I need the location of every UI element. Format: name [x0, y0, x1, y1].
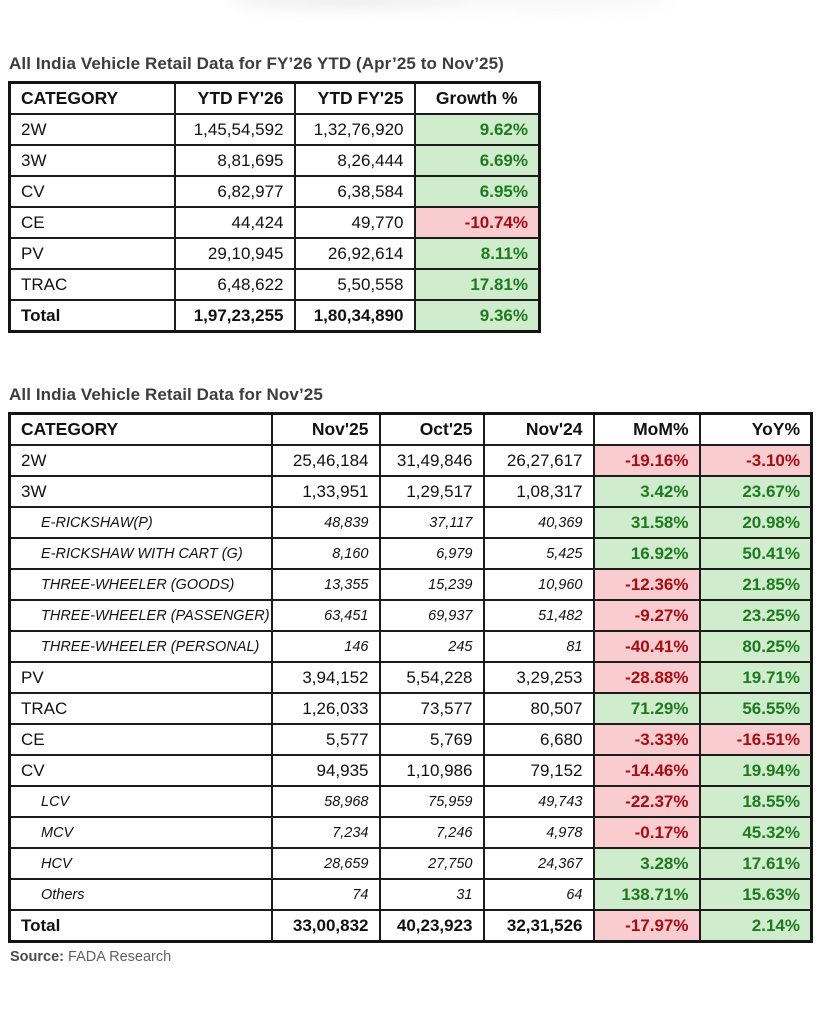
- nov25-cell: 8,160: [272, 538, 380, 569]
- column-header-ytd-fy25: YTD FY'25: [295, 83, 415, 115]
- yoy-cell: 18.55%: [700, 786, 812, 817]
- monthly-retail-table: [8, 412, 813, 943]
- yoy-cell: 15.63%: [700, 879, 812, 910]
- growth-cell: 6.95%: [415, 176, 540, 207]
- table-row: [10, 300, 540, 332]
- nov25-cell: 58,968: [272, 786, 380, 817]
- oct25-cell: 75,959: [380, 786, 484, 817]
- table-row: [10, 910, 812, 942]
- table-row: [10, 176, 540, 207]
- oct25-cell: 245: [380, 631, 484, 662]
- table-row: [10, 631, 812, 662]
- nov24-cell: 49,743: [484, 786, 594, 817]
- nov24-cell: 24,367: [484, 848, 594, 879]
- column-header-category: CATEGORY: [10, 83, 175, 115]
- fy-ytd-table-title: All India Vehicle Retail Data for FY’26 YTD (Apr’25 to Nov’25): [9, 54, 504, 73]
- table-row: [10, 662, 812, 693]
- column-header-ytd-fy26: YTD FY'26: [175, 83, 295, 115]
- nov25-cell: 13,355: [272, 569, 380, 600]
- category-cell: CE: [10, 207, 175, 238]
- category-cell: TRAC: [10, 693, 272, 724]
- category-cell: 3W: [10, 145, 175, 176]
- ytd-fy26-cell: 6,82,977: [175, 176, 295, 207]
- yoy-cell: 45.32%: [700, 817, 812, 848]
- category-cell: CV: [10, 755, 272, 786]
- yoy-cell: 23.25%: [700, 600, 812, 631]
- nov25-cell: 7,234: [272, 817, 380, 848]
- cropped-banner-smudge: [232, 0, 468, 8]
- yoy-cell: 50.41%: [700, 538, 812, 569]
- ytd-fy25-cell: 1,32,76,920: [295, 114, 415, 145]
- mom-cell: 3.28%: [594, 848, 700, 879]
- mom-cell: -19.16%: [594, 445, 700, 476]
- category-cell: THREE-WHEELER (GOODS): [10, 569, 272, 600]
- ytd-fy26-cell: 1,45,54,592: [175, 114, 295, 145]
- mom-cell: 3.42%: [594, 476, 700, 507]
- category-cell: THREE-WHEELER (PERSONAL): [10, 631, 272, 662]
- yoy-cell: 80.25%: [700, 631, 812, 662]
- oct25-cell: 31,49,846: [380, 445, 484, 476]
- category-cell: 2W: [10, 114, 175, 145]
- monthly-table-body: [10, 445, 812, 942]
- table-row: [10, 724, 812, 755]
- nov24-cell: 26,27,617: [484, 445, 594, 476]
- oct25-cell: 69,937: [380, 600, 484, 631]
- category-cell: Others: [10, 879, 272, 910]
- mom-cell: 31.58%: [594, 507, 700, 538]
- ytd-fy26-cell: 29,10,945: [175, 238, 295, 269]
- nov24-cell: 5,425: [484, 538, 594, 569]
- nov25-cell: 5,577: [272, 724, 380, 755]
- growth-cell: -10.74%: [415, 207, 540, 238]
- oct25-cell: 7,246: [380, 817, 484, 848]
- yoy-cell: -16.51%: [700, 724, 812, 755]
- table-header-row: [10, 83, 540, 115]
- column-header-nov25: Nov'25: [272, 414, 380, 446]
- category-cell: 2W: [10, 445, 272, 476]
- table-row: [10, 786, 812, 817]
- category-cell: MCV: [10, 817, 272, 848]
- growth-cell: 9.62%: [415, 114, 540, 145]
- nov24-cell: 80,507: [484, 693, 594, 724]
- nov25-cell: 33,00,832: [272, 910, 380, 942]
- yoy-cell: 19.71%: [700, 662, 812, 693]
- fy-ytd-retail-table: [8, 81, 541, 333]
- category-cell: TRAC: [10, 269, 175, 300]
- nov25-cell: 48,839: [272, 507, 380, 538]
- source-label: Source:: [10, 949, 64, 965]
- yoy-cell: 19.94%: [700, 755, 812, 786]
- oct25-cell: 37,117: [380, 507, 484, 538]
- yoy-cell: 56.55%: [700, 693, 812, 724]
- nov25-cell: 1,26,033: [272, 693, 380, 724]
- yoy-cell: -3.10%: [700, 445, 812, 476]
- mom-cell: 138.71%: [594, 879, 700, 910]
- category-cell: CE: [10, 724, 272, 755]
- category-cell: PV: [10, 238, 175, 269]
- mom-cell: 16.92%: [594, 538, 700, 569]
- category-cell: E-RICKSHAW(P): [10, 507, 272, 538]
- table-row: [10, 207, 540, 238]
- nov25-cell: 63,451: [272, 600, 380, 631]
- nov24-cell: 10,960: [484, 569, 594, 600]
- category-cell: LCV: [10, 786, 272, 817]
- oct25-cell: 27,750: [380, 848, 484, 879]
- table-row: [10, 755, 812, 786]
- nov25-cell: 94,935: [272, 755, 380, 786]
- table-row: [10, 114, 540, 145]
- growth-cell: 17.81%: [415, 269, 540, 300]
- nov24-cell: 32,31,526: [484, 910, 594, 942]
- table-row: [10, 476, 812, 507]
- category-cell: CV: [10, 176, 175, 207]
- category-cell: Total: [10, 910, 272, 942]
- mom-cell: -22.37%: [594, 786, 700, 817]
- yoy-cell: 17.61%: [700, 848, 812, 879]
- mom-cell: -9.27%: [594, 600, 700, 631]
- oct25-cell: 31: [380, 879, 484, 910]
- ytd-fy25-cell: 6,38,584: [295, 176, 415, 207]
- source-attribution: [10, 949, 819, 965]
- nov25-cell: 28,659: [272, 848, 380, 879]
- nov24-cell: 4,978: [484, 817, 594, 848]
- table-row: [10, 879, 812, 910]
- ytd-fy26-cell: 6,48,622: [175, 269, 295, 300]
- monthly-table-title: All India Vehicle Retail Data for Nov’25: [9, 385, 323, 404]
- ytd-fy25-cell: 5,50,558: [295, 269, 415, 300]
- nov24-cell: 64: [484, 879, 594, 910]
- category-cell: THREE-WHEELER (PASSENGER): [10, 600, 272, 631]
- mom-cell: -12.36%: [594, 569, 700, 600]
- mom-cell: -0.17%: [594, 817, 700, 848]
- table-header-row: [10, 414, 812, 446]
- oct25-cell: 73,577: [380, 693, 484, 724]
- table-row: [10, 569, 812, 600]
- table-row: [10, 538, 812, 569]
- table-row: [10, 238, 540, 269]
- nov25-cell: 3,94,152: [272, 662, 380, 693]
- table-row: [10, 848, 812, 879]
- ytd-fy26-cell: 44,424: [175, 207, 295, 238]
- table-row: [10, 145, 540, 176]
- nov24-cell: 81: [484, 631, 594, 662]
- ytd-fy25-cell: 49,770: [295, 207, 415, 238]
- source-value: FADA Research: [68, 949, 172, 965]
- table-row: [10, 693, 812, 724]
- nov25-cell: 25,46,184: [272, 445, 380, 476]
- oct25-cell: 5,769: [380, 724, 484, 755]
- fy-ytd-table-body: [10, 114, 540, 332]
- yoy-cell: 23.67%: [700, 476, 812, 507]
- growth-cell: 9.36%: [415, 300, 540, 332]
- ytd-fy25-cell: 8,26,444: [295, 145, 415, 176]
- oct25-cell: 6,979: [380, 538, 484, 569]
- category-cell: 3W: [10, 476, 272, 507]
- category-cell: E-RICKSHAW WITH CART (G): [10, 538, 272, 569]
- nov25-cell: 74: [272, 879, 380, 910]
- nov24-cell: 40,369: [484, 507, 594, 538]
- oct25-cell: 1,10,986: [380, 755, 484, 786]
- nov24-cell: 1,08,317: [484, 476, 594, 507]
- ytd-fy26-cell: 8,81,695: [175, 145, 295, 176]
- column-header-oct25: Oct'25: [380, 414, 484, 446]
- cropped-banner-smudge: [440, 0, 670, 8]
- category-cell: Total: [10, 300, 175, 332]
- mom-cell: -28.88%: [594, 662, 700, 693]
- mom-cell: -40.41%: [594, 631, 700, 662]
- growth-cell: 6.69%: [415, 145, 540, 176]
- yoy-cell: 21.85%: [700, 569, 812, 600]
- ytd-fy26-cell: 1,97,23,255: [175, 300, 295, 332]
- nov24-cell: 6,680: [484, 724, 594, 755]
- mom-cell: -14.46%: [594, 755, 700, 786]
- column-header-category: CATEGORY: [10, 414, 272, 446]
- nov25-cell: 1,33,951: [272, 476, 380, 507]
- category-cell: HCV: [10, 848, 272, 879]
- nov24-cell: 79,152: [484, 755, 594, 786]
- yoy-cell: 20.98%: [700, 507, 812, 538]
- oct25-cell: 5,54,228: [380, 662, 484, 693]
- nov24-cell: 51,482: [484, 600, 594, 631]
- nov25-cell: 146: [272, 631, 380, 662]
- table-row: [10, 600, 812, 631]
- mom-cell: 71.29%: [594, 693, 700, 724]
- mom-cell: -17.97%: [594, 910, 700, 942]
- table-row: [10, 445, 812, 476]
- column-header-growth: Growth %: [415, 83, 540, 115]
- column-header-yoy: YoY%: [700, 414, 812, 446]
- table-row: [10, 817, 812, 848]
- oct25-cell: 1,29,517: [380, 476, 484, 507]
- table-row: [10, 507, 812, 538]
- oct25-cell: 15,239: [380, 569, 484, 600]
- column-header-nov24: Nov'24: [484, 414, 594, 446]
- nov24-cell: 3,29,253: [484, 662, 594, 693]
- oct25-cell: 40,23,923: [380, 910, 484, 942]
- ytd-fy25-cell: 26,92,614: [295, 238, 415, 269]
- table-row: [10, 269, 540, 300]
- ytd-fy25-cell: 1,80,34,890: [295, 300, 415, 332]
- mom-cell: -3.33%: [594, 724, 700, 755]
- yoy-cell: 2.14%: [700, 910, 812, 942]
- column-header-mom: MoM%: [594, 414, 700, 446]
- category-cell: PV: [10, 662, 272, 693]
- growth-cell: 8.11%: [415, 238, 540, 269]
